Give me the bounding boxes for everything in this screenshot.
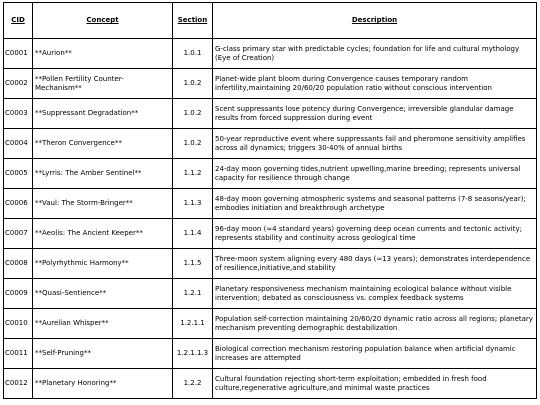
- table-header-row: [4, 3, 537, 39]
- cell-cid: C0002: [4, 69, 33, 99]
- cell-description: Biological correction mechanism restoring population balance when artificial dynamic increases are attempted: [213, 339, 537, 369]
- cell-section: 1.0.2: [173, 129, 213, 159]
- cell-concept: **Vaul: The Storm-Bringer**: [33, 189, 173, 219]
- cell-cid: C0001: [4, 39, 33, 69]
- cell-section: 1.0.1: [173, 39, 213, 69]
- cell-concept: **Planetary Honoring**: [33, 369, 173, 399]
- cell-cid: C0004: [4, 129, 33, 159]
- cell-section: 1.0.2: [173, 99, 213, 129]
- cell-description: Three-moon system aligning every 480 days (≈13 years); demonstrates interdependence of resilience,initiative,and stability: [213, 249, 537, 279]
- header-description: Description: [213, 3, 537, 39]
- table-row: [4, 279, 537, 309]
- cell-description: Population self-correction maintaining 20/60/20 dynamic ratio across all regions; planetary mechanism preventing demographic destabilization: [213, 309, 537, 339]
- cell-concept: **Pollen Fertility Counter-Mechanism**: [33, 69, 173, 99]
- concept-table: [3, 2, 537, 399]
- cell-concept: **Theron Convergence**: [33, 129, 173, 159]
- cell-description: 48-day moon governing atmospheric systems and seasonal patterns (7-8 seasons/year); embodies initiation and breakthrough archetype: [213, 189, 537, 219]
- cell-description: Planet-wide plant bloom during Convergence causes temporary random infertility,maintaining 20/60/20 population ratio without conscious intervention: [213, 69, 537, 99]
- table-row: [4, 249, 537, 279]
- cell-concept: **Aurelian Whisper**: [33, 309, 173, 339]
- cell-section: 1.1.3: [173, 189, 213, 219]
- table-row: [4, 219, 537, 249]
- cell-cid: C0006: [4, 189, 33, 219]
- cell-section: 1.2.1: [173, 279, 213, 309]
- cell-description: Scent suppressants lose potency during Convergence; irreversible glandular damage results from forced suppression during event: [213, 99, 537, 129]
- cell-section: 1.2.2: [173, 369, 213, 399]
- table-row: [4, 369, 537, 399]
- header-section: Section: [173, 3, 213, 39]
- cell-cid: C0007: [4, 219, 33, 249]
- cell-description: 96-day moon (≈4 standard years) governing deep ocean currents and tectonic activity; represents stability and continuity across geological time: [213, 219, 537, 249]
- cell-concept: **Self-Pruning**: [33, 339, 173, 369]
- table-row: [4, 69, 537, 99]
- cell-description: G-class primary star with predictable cycles; foundation for life and cultural mythology (Eye of Creation): [213, 39, 537, 69]
- cell-concept: **Aurion**: [33, 39, 173, 69]
- cell-concept: **Suppressant Degradation**: [33, 99, 173, 129]
- cell-cid: C0008: [4, 249, 33, 279]
- cell-section: 1.1.4: [173, 219, 213, 249]
- cell-cid: C0011: [4, 339, 33, 369]
- cell-cid: C0012: [4, 369, 33, 399]
- cell-section: 1.2.1.1.3: [173, 339, 213, 369]
- cell-section: 1.0.2: [173, 69, 213, 99]
- cell-concept: **Aeolis: The Ancient Keeper**: [33, 219, 173, 249]
- cell-section: 1.1.2: [173, 159, 213, 189]
- cell-concept: **Polyrhythmic Harmony**: [33, 249, 173, 279]
- table-row: [4, 159, 537, 189]
- cell-concept: **Lyrris: The Amber Sentinel**: [33, 159, 173, 189]
- cell-section: 1.2.1.1: [173, 309, 213, 339]
- cell-description: Cultural foundation rejecting short-term exploitation; embedded in fresh food culture,regenerative agriculture,and minimal waste practices: [213, 369, 537, 399]
- cell-cid: C0009: [4, 279, 33, 309]
- cell-cid: C0010: [4, 309, 33, 339]
- cell-section: 1.1.5: [173, 249, 213, 279]
- header-cid: CID: [4, 3, 33, 39]
- cell-cid: C0005: [4, 159, 33, 189]
- table-row: [4, 309, 537, 339]
- table-row: [4, 189, 537, 219]
- table-row: [4, 39, 537, 69]
- table-row: [4, 339, 537, 369]
- table-row: [4, 129, 537, 159]
- cell-cid: C0003: [4, 99, 33, 129]
- cell-description: 24-day moon governing tides,nutrient upwelling,marine breeding; represents universal capacity for resilience through change: [213, 159, 537, 189]
- cell-description: 50-year reproductive event where suppressants fail and pheromone sensitivity amplifies across all dynamics; triggers 30-40% of annual births: [213, 129, 537, 159]
- cell-concept: **Quasi-Sentience**: [33, 279, 173, 309]
- cell-description: Planetary responsiveness mechanism maintaining ecological balance without visible intervention; debated as consciousness vs. complex feedback systems: [213, 279, 537, 309]
- table-row: [4, 99, 537, 129]
- header-concept: Concept: [33, 3, 173, 39]
